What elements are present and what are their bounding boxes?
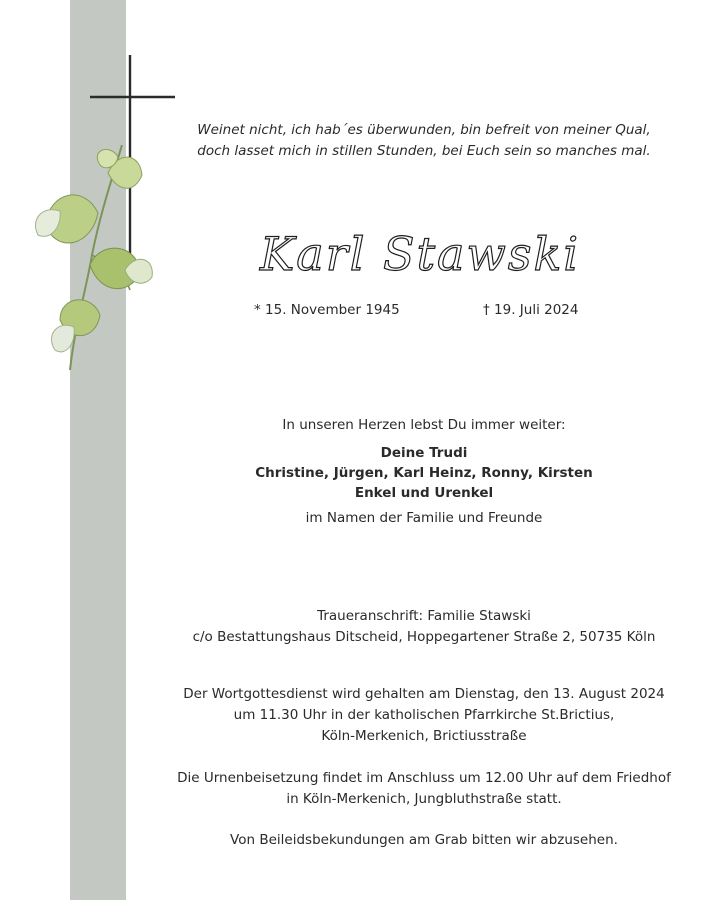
memorial-poem — [140, 120, 708, 162]
burial-line-1: Die Urnenbeisetzung findet im Anschluss um 12.00 Uhr auf dem Friedhof — [177, 770, 671, 786]
mourner-line-3: Enkel und Urenkel — [354, 485, 494, 501]
deceased-name-text: Karl Stawski — [259, 227, 581, 281]
mourner-line-2: Christine, Jürgen, Karl Heinz, Ronny, Kirsten — [255, 465, 593, 481]
mourner-line-1: Deine Trudi — [380, 445, 468, 461]
mourning-address — [140, 606, 708, 648]
death-date: † 19. Juli 2024 — [483, 302, 579, 318]
mourners-intro: In unseren Herzen lebst Du immer weiter: — [282, 417, 566, 433]
birth-date: * 15. November 1945 — [254, 302, 400, 318]
address-line-1: Traueranschrift: Familie Stawski — [317, 608, 531, 624]
service-line-2: um 11.30 Uhr in der katholischen Pfarrkirche St.Brictius, — [233, 707, 615, 723]
burial-line-2: in Köln-Merkenich, Jungbluthstraße statt. — [286, 791, 562, 807]
mourners-names — [140, 443, 708, 503]
service-details — [140, 684, 708, 747]
deceased-name — [230, 222, 610, 292]
service-line-1: Der Wortgottesdienst wird gehalten am Dienstag, den 13. August 2024 — [183, 686, 665, 702]
service-line-3: Köln-Merkenich, Brictiusstraße — [321, 728, 527, 744]
poem-line-2: doch lasset mich in stillen Stunden, bei Euch sein so manches mal. — [197, 143, 651, 159]
ivy-leaves-icon — [30, 145, 160, 370]
address-line-2: c/o Bestattungshaus Ditscheid, Hoppegartener Straße 2, 50735 Köln — [192, 629, 656, 645]
mourners-closing: im Namen der Familie und Freunde — [305, 510, 543, 526]
poem-line-1: Weinet nicht, ich hab´es überwunden, bin befreit von meiner Qual, — [197, 122, 651, 138]
burial-details — [140, 768, 708, 810]
condolence-note: Von Beileidsbekundungen am Grab bitten wir abzusehen. — [230, 832, 618, 848]
